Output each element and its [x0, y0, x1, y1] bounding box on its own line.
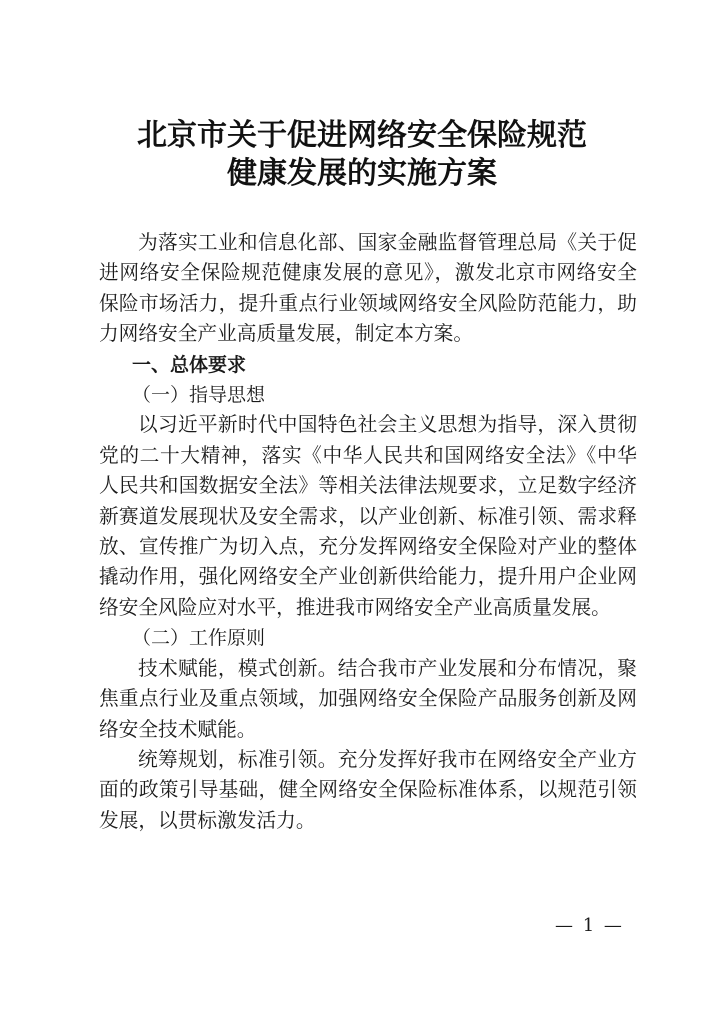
document-body [99, 228, 637, 836]
intro-paragraph: 为落实工业和信息化部、国家金融监督管理总局《关于促进网络安全保险规范健康发展的意见》，激发北京市网络安全保险市场活力，提升重点行业领域网络安全风险防范能力，助力网络安全产业高质量发展，制定本方案。 [99, 231, 637, 346]
document-title [0, 117, 724, 193]
subsection-heading-guiding-ideology: （一）指导思想 [132, 384, 266, 407]
page-number: — 1 — [555, 915, 624, 936]
principle-paragraph-overall-planning: 统筹规划，标准引领。充分发挥好我市在网络安全产业方面的政策引导基础，健全网络安全保险标准体系，以规范引领发展，以贯标激发活力。 [99, 747, 637, 832]
principle-paragraph-tech-empowerment: 技术赋能，模式创新。结合我市产业发展和分布情况，聚焦重点行业及重点领域，加强网络安全保险产品服务创新及网络安全技术赋能。 [99, 656, 637, 741]
title-line-2: 健康发展的实施方案 [227, 156, 497, 191]
title-line-1: 北京市关于促进网络安全保险规范 [137, 118, 587, 153]
guiding-ideology-paragraph: 以习近平新时代中国特色社会主义思想为指导，深入贯彻党的二十大精神，落实《中华人民共和国网络安全法》《中华人民共和国数据安全法》等相关法律法规要求，立足数字经济新赛道发展现状及安全需求，以产业创新、标准引领、需求释放、宣传推广为切入点，充分发挥网络安全保险对产业的整体撬动作用，强化网络安全产业创新供给能力，提升用户企业网络安全风险应对水平，推进我市网络安全产业高质量发展。 [99, 413, 637, 619]
section-heading-general-requirements: 一、总体要求 [132, 353, 247, 376]
subsection-heading-working-principles: （二）工作原则 [132, 627, 266, 650]
